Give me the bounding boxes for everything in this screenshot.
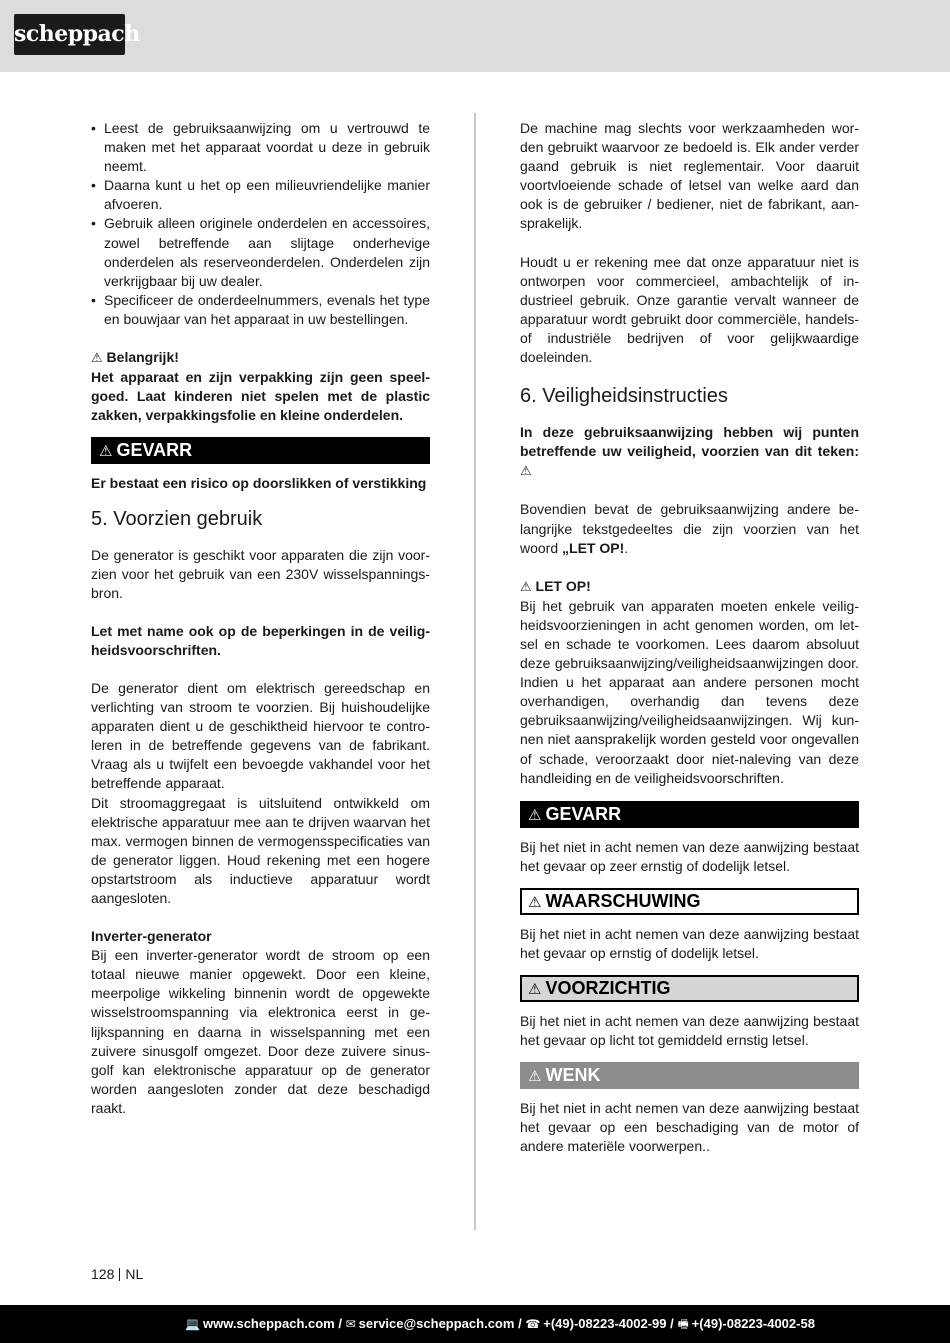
warning-banner: [520, 888, 859, 915]
warning-triangle-icon: ⚠: [99, 442, 113, 461]
fax-icon: 🖷: [677, 1317, 689, 1331]
footer-separator: /: [670, 1316, 674, 1331]
page-language: NL: [125, 1266, 144, 1282]
inverter-text: Bij een inverter-generator wordt de stroom op een totaal nieuwe manier opgewekt. Door een kleine, meerpolige wikkeling binnenin wordt de opgewekte wisselstroomspanning via elektronica eerst in gelijkspanning en daarna in wisselspanning met een zuivere sinusgolf omgezet. Door deze zuivere sinusgolf kan elektronische apparatuur op de generator worden aangesloten zonder dat deze beschadigd raakt.: [91, 947, 430, 1116]
danger-text: Er bestaat een risico op doorslikken of verstikking: [91, 475, 427, 492]
warning-triangle-icon: ⚠: [528, 805, 542, 824]
caution-level-text: Bij het niet in acht nemen van deze aanwijzing bestaat het gevaar op licht tot gemiddeld ernstig letsel.: [520, 1013, 859, 1049]
section-6-paragraph: [520, 500, 859, 557]
page-number: [91, 1265, 143, 1283]
warning-triangle-icon: ⚠: [520, 464, 532, 480]
footer-website[interactable]: www.scheppach.com: [203, 1316, 335, 1331]
footer-separator: /: [338, 1316, 342, 1331]
important-title: Belangrijk!: [106, 349, 179, 366]
footer-bar: [0, 1305, 950, 1343]
danger-level-text: Bij het niet in acht nemen van deze aanwijzing bestaat het gevaar op zeer ernstig of dodelijk letsel.: [520, 838, 859, 874]
warning-triangle-icon: ⚠: [520, 579, 532, 595]
danger-label: GEVARR: [545, 803, 622, 824]
notice-banner: [520, 1062, 859, 1089]
section-6-intro-text: In deze gebruiksaanwijzing hebben wij punten betreffende uw veiligheid, voorzien van dit teken:: [520, 424, 859, 460]
danger-label: GEVARR: [116, 440, 193, 461]
intended-use-paragraph: De machine mag slechts voor werkzaamheden worden gebruikt waarvoor ze bedoeld is. Elk ander verder gaand gebruik is niet reglementair. Voor daaruit voortvloeiende schade of letsel van welke aard dan ook is de gebruiker / bediener, niet de fabrikant, aansprakelijk.: [520, 120, 859, 232]
warning-triangle-icon: ⚠: [528, 1067, 542, 1086]
notice-level-text: Bij het niet in acht nemen van deze aanwijzing bestaat het gevaar op een beschadiging van de motor of andere materiële voorwerpen..: [520, 1100, 859, 1155]
footer-fax: +(49)-08223-4002-58: [691, 1316, 815, 1331]
section-6-text-end: .: [624, 539, 629, 556]
letop-heading: [520, 577, 859, 597]
important-text: Het apparaat en zijn verpakking zijn geen speelgoed. Laat kinderen niet spelen met de plastic zakken, verpakkingsfolie en kleine onderdelen.: [91, 369, 430, 424]
section-5-title: 5. Voorzien gebruik: [91, 507, 263, 530]
warning-triangle-icon: ⚠: [91, 351, 103, 367]
left-column: [91, 119, 430, 1118]
page-number-value: 128: [91, 1266, 115, 1282]
notice-label: WENK: [545, 1065, 601, 1086]
section-5-paragraph: De generator is geschikt voor apparaten die zijn voorzien voor het gebruik van een 230V wisselspanningsbron.: [91, 546, 430, 601]
inverter-heading: Inverter-generator: [91, 928, 212, 945]
scheppach-logo: scheppach: [14, 14, 125, 55]
footer-phone: +(49)-08223-4002-99: [543, 1316, 667, 1331]
warning-label: WAARSCHUWING: [545, 890, 701, 911]
letop-text: Bij het gebruik van apparaten moeten enkele veiligheidsvoorzieningen in acht genomen worden, om letsel en schade te voorkomen. Lees daarom absoluut deze gebruiksaanwijzing/veiligheidsaanwijzingen door. Indien u het apparaat aan andere personen mocht overhandigen, overhandig dan tevens deze gebruiksaanwijzing/veiligheidsaanwijzingen. Wij kunnen niet aansprakelijk worden gesteld voor ongevallen of schade, veroorzaakt door niet-naleving van deze handleiding en de veiligheidsvoorschriften.: [520, 597, 859, 786]
computer-icon: 💻: [185, 1317, 200, 1331]
footer-separator: /: [518, 1316, 522, 1331]
section-6-title: 6. Veiligheidsinstructies: [520, 385, 728, 408]
danger-banner: [91, 437, 430, 464]
bullet-list: [91, 119, 430, 329]
section-5-note: Let met name ook op de beperkingen in de veiligheidsvoorschriften.: [91, 622, 430, 658]
commercial-use-paragraph: Houdt u er rekening mee dat onze apparatuur niet is ontworpen voor commercieel, ambachtelijk of industrieel gebruik. Onze garantie vervalt wanneer de apparatuur wordt gebruikt door commerciële, handels- of industriële bedrijven of voor gelijkwaardige doeleinden.: [520, 253, 859, 366]
footer-email[interactable]: service@scheppach.com: [358, 1316, 515, 1331]
warning-level-text: Bij het niet in acht nemen van deze aanwijzing bestaat het gevaar op ernstig of dodelijk letsel.: [520, 925, 859, 961]
section-5-paragraph: De generator dient om elektrisch gereedschap en verlichting van stroom te voorzien. Bij huishoudelijke apparaten dient u de geschiktheid hiervoor te controleren in de betreffende gegevens van de fabrikant. Vraag als u twijfelt een bevoegde vakhandel voor het betreffende apparaat.: [91, 679, 430, 792]
mail-icon: ✉: [345, 1317, 356, 1331]
caution-label: VOORZICHTIG: [545, 978, 671, 999]
phone-icon: ☎: [525, 1317, 541, 1331]
page-separator: [119, 1268, 120, 1281]
letop-word: „LET OP!: [562, 539, 625, 556]
section-5-paragraph: Dit stroomaggregaat is uitsluitend ontwikkeld om elektrische apparatuur mee aan te drijven waarvan het max. vermogen binnen de vermogensspecificaties van de generator liggen. Houd rekening met een hogere opstartstroom als inductieve apparatuur wordt aangesloten.: [91, 794, 430, 906]
section-6-text: Bovendien bevat de gebruiksaanwijzing andere belangrijke tekstgedeeltes die zijn voorzien van het woord: [520, 501, 859, 556]
section-6-intro: [520, 423, 859, 481]
bullet-item: • Daarna kunt u het op een milieuvriendelijke manier afvoeren.: [91, 176, 430, 214]
bullet-item: • Leest de gebruiksaanwijzing om u vertrouwd te maken met het apparaat voordat u deze in gebruik neemt.: [91, 119, 430, 176]
right-column: [520, 119, 859, 1157]
warning-triangle-icon: ⚠: [528, 980, 542, 999]
warning-triangle-icon: ⚠: [528, 892, 542, 911]
column-divider: [474, 113, 476, 1230]
bullet-item: • Gebruik alleen originele onderdelen en accessoires, zowel betreffende aan slijtage onderhevige onderdelen als reserveonderdelen. Onderdelen zijn verkrijgbaar bij uw dealer.: [91, 214, 430, 290]
header-band: [0, 0, 950, 72]
letop-title: LET OP!: [535, 577, 591, 594]
important-heading: [91, 348, 430, 368]
danger-banner: [520, 801, 859, 828]
bullet-item: • Specificeer de onderdeelnummers, evenals het type en bouwjaar van het apparaat in uw bestellingen.: [91, 291, 430, 329]
caution-banner: [520, 975, 859, 1002]
